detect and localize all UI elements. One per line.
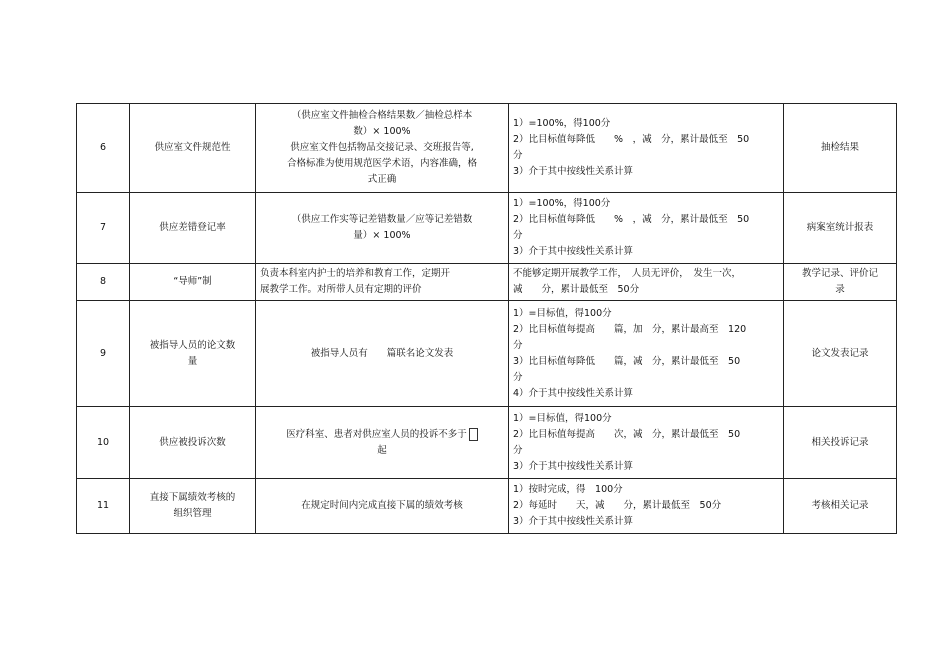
score-line: 1）=目标值，得100分 <box>513 307 612 319</box>
data-source: 论文发表记录 <box>784 301 897 407</box>
row-number: 11 <box>77 479 130 534</box>
score-line: 分 <box>513 230 523 241</box>
standard-line <box>260 427 504 443</box>
score-line: 1）=100%，得100分 <box>513 198 611 209</box>
score-line: 分 <box>513 371 523 383</box>
name-line: 直接下属绩效考核的 <box>149 492 236 503</box>
table-row <box>77 479 897 534</box>
score-line: 4）介于其中按线性关系计算 <box>513 387 634 399</box>
score-line: 2）比目标值每降低 % ，减 分，累计最低至 50 <box>513 134 750 145</box>
score-line: 2）每延时 天，减 分，累计最低至 50分 <box>513 500 722 511</box>
score-line: 3）介于其中按线性关系计算 <box>513 516 634 527</box>
scoring-rule <box>509 104 784 193</box>
table-row <box>77 264 897 301</box>
table-row <box>77 407 897 479</box>
indicator-standard <box>256 264 509 301</box>
scoring-rule <box>509 407 784 479</box>
table-row <box>77 104 897 193</box>
score-line: 3）介于其中按线性关系计算 <box>513 460 634 472</box>
checkbox-icon <box>469 428 478 441</box>
score-line: 1）=100%，得100分 <box>513 118 611 129</box>
score-line: 3）介于其中按线性关系计算 <box>513 246 634 257</box>
indicator-standard <box>256 479 509 534</box>
scoring-rule <box>509 193 784 264</box>
table-row <box>77 301 897 407</box>
source-line: 录 <box>835 284 845 295</box>
scoring-rule <box>509 301 784 407</box>
indicator-standard <box>256 301 509 407</box>
name-line: 量 <box>187 355 198 367</box>
score-line: 减 分，累计最低至 50分 <box>513 284 640 295</box>
data-source: 考核相关记录 <box>784 479 897 534</box>
indicator-name: 供应室文件规范性 <box>130 104 256 193</box>
standard-line: （供应工作实等记差错数量／应等记差错数 <box>291 214 473 225</box>
data-source: 抽检结果 <box>784 104 897 193</box>
scoring-rule <box>509 479 784 534</box>
standard-line: 展教学工作。对所带人员有定期的评价 <box>260 284 422 295</box>
row-number: 6 <box>77 104 130 193</box>
source-line: 教学记录、评价记 <box>801 268 878 279</box>
indicator-name <box>130 479 256 534</box>
indicator-standard <box>256 407 509 479</box>
standard-line: 数）× 100% <box>353 126 411 137</box>
indicator-standard <box>256 193 509 264</box>
score-line: 分 <box>513 339 523 351</box>
score-line: 3）比目标值每降低 篇，减 分，累计最低至 50 <box>513 355 741 367</box>
score-line: 2）比目标值每提高 篇，加 分，累计最高至 120 <box>513 323 747 335</box>
score-line: 分 <box>513 444 523 456</box>
standard-line: 被指导人员有 篇联名论文发表 <box>310 347 454 359</box>
data-source <box>784 264 897 301</box>
standard-line: 供应室文件包括物品交接记录、交班报告等, <box>290 142 474 153</box>
scoring-rule <box>509 264 784 301</box>
row-number: 7 <box>77 193 130 264</box>
data-source: 病案室统计报表 <box>784 193 897 264</box>
indicator-name: 供应差错登记率 <box>130 193 256 264</box>
score-line: 1）=目标值，得100分 <box>513 412 612 424</box>
data-source: 相关投诉记录 <box>784 407 897 479</box>
score-line: 2）比目标值每降低 % ，减 分，累计最低至 50 <box>513 214 750 225</box>
name-line: 被指导人员的论文数 <box>149 339 236 351</box>
score-line: 分 <box>513 150 523 161</box>
standard-line: 式正确 <box>367 174 397 185</box>
indicator-name: “导师”制 <box>130 264 256 301</box>
indicator-standard <box>256 104 509 193</box>
table-row <box>77 193 897 264</box>
score-line: 3）介于其中按线性关系计算 <box>513 166 634 177</box>
score-line: 1）按时完成，得 100分 <box>513 484 623 495</box>
row-number: 10 <box>77 407 130 479</box>
standard-line: 合格标准为使用规范医学术语，内容准确，格 <box>286 158 477 169</box>
score-line: 不能够定期开展教学工作， 人员无评价， 发生一次， <box>513 268 742 279</box>
standard-line: 量）× 100% <box>353 230 411 241</box>
standard-line: 在规定时间内完成直接下属的绩效考核 <box>301 500 463 511</box>
standard-line: 负责本科室内护士的培养和教育工作，定期开 <box>260 268 451 279</box>
row-number: 9 <box>77 301 130 407</box>
indicator-name: 供应被投诉次数 <box>130 407 256 479</box>
row-number: 8 <box>77 264 130 301</box>
indicator-name <box>130 301 256 407</box>
score-line: 2）比目标值每提高 次，减 分，累计最低至 50 <box>513 428 741 440</box>
name-line: 组织管理 <box>173 508 212 519</box>
standard-line: 起 <box>377 444 387 456</box>
kpi-table <box>76 103 897 534</box>
standard-line: （供应室文件抽检合格结果数／抽检总样本 <box>291 110 473 121</box>
standard-text: 医疗科室、患者对供应室人员的投诉不多于 <box>286 428 467 440</box>
